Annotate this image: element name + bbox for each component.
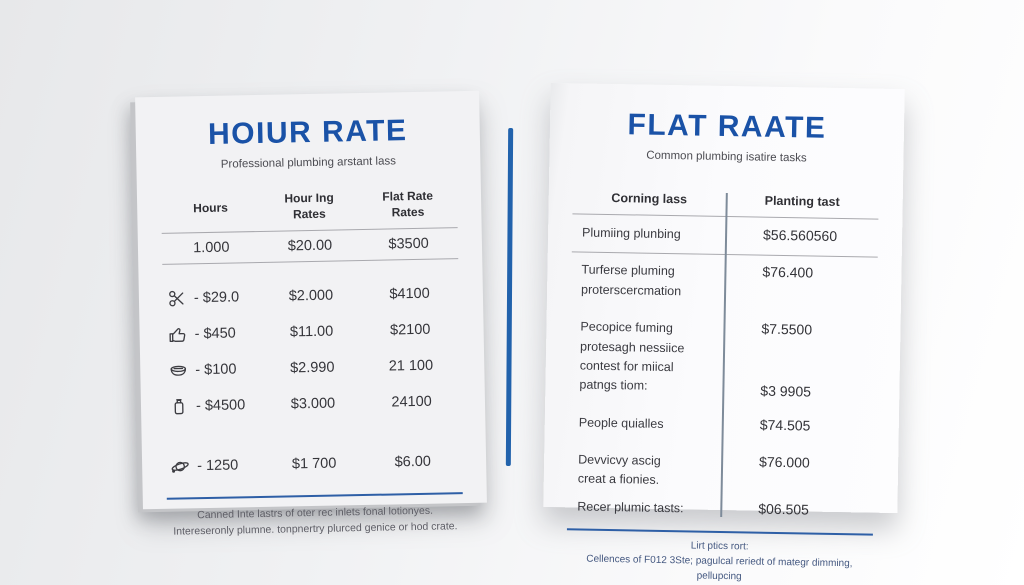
footer-line: Canned Inte lastrs of oter rec inlets fonal lotionyes. (197, 504, 434, 522)
price-value: $76.000 (759, 453, 810, 471)
flat-rate-value: $4100 (389, 285, 430, 303)
hour-rate-title: HOIUR RATE (207, 114, 408, 151)
footer-line: Lirt ptics rort: (690, 540, 749, 553)
hours-value: - $29.0 (193, 289, 240, 307)
task-label: Turferse pluming proterscercmation (581, 262, 682, 299)
flat-rate-table (567, 190, 879, 521)
hours-value: - $4500 (195, 397, 246, 415)
hour-rate-card (135, 91, 487, 538)
hourly-rate-value: $2.990 (289, 359, 335, 377)
table-row (163, 275, 460, 317)
hours-value: - $100 (195, 361, 237, 379)
flat-rate-value: $6.00 (394, 453, 432, 471)
bottle-icon (169, 397, 189, 417)
task-label: Devvicvy ascig creat a fionies. (577, 452, 661, 488)
hours-value: - 1250 (197, 457, 239, 475)
bowl-icon (168, 361, 188, 381)
thumbs-up-icon (167, 325, 187, 345)
flat-rate-value: 24100 (391, 393, 432, 411)
planet-icon (170, 457, 190, 477)
flat-rate-subtitle: Common plumbing isatire tasks (646, 149, 807, 165)
flat-rate-title: FLAT RAATE (627, 108, 827, 145)
col-header-task: Corning lass (611, 191, 688, 207)
footer-line: Cellences of F012 3Ste; pagulcal reriedt of mategr dimming, pellupcing (586, 553, 853, 583)
flat-rate-value: 21 100 (388, 357, 434, 375)
task-label: Plumiing plunbing (581, 225, 681, 242)
price-value: $3 9905 (760, 382, 812, 400)
price-value: $7.5500 (761, 320, 813, 338)
hour-rate-subtitle: Professional plumbing arstant lass (220, 155, 397, 171)
hour-rate-table (161, 188, 463, 485)
flat-rate-card (543, 83, 904, 583)
col-header-flat-rates: Flat Rate Rates (382, 188, 434, 220)
flat-rate-footer (566, 536, 873, 585)
hour-rate-footer (167, 503, 464, 540)
footer-divider (567, 528, 873, 535)
hourly-rate-value: $11.00 (289, 323, 334, 341)
flat-rate-value: $2100 (389, 321, 431, 339)
scissors-icon (167, 289, 187, 309)
price-value: $76.400 (762, 264, 814, 281)
table-row (164, 347, 461, 389)
price-value: $74.505 (759, 416, 811, 434)
task-label: People quialles (578, 415, 664, 431)
hours-value: 1.000 (193, 239, 230, 257)
footer-line: Intereseronly plumne. tonpnertry plurced genice or hod crate. (173, 520, 458, 538)
hours-value: - $450 (194, 325, 236, 343)
table-row (165, 383, 462, 425)
footer-divider (167, 492, 463, 500)
hourly-rate-value: $1 700 (291, 455, 337, 473)
table-row (166, 443, 463, 485)
flat-rate-value: $3500 (388, 235, 429, 253)
price-value: $06.505 (758, 500, 810, 518)
col-header-hours: Hours (193, 200, 228, 216)
hourly-rate-value: $20.00 (287, 237, 333, 255)
col-header-price: Planting tast (764, 193, 840, 210)
col-header-hourly-rates: Hour Ing Rates (284, 190, 334, 221)
table-row (163, 311, 460, 353)
hourly-rate-value: $3.000 (290, 395, 336, 413)
task-label: contest for miical patngs tiom: (579, 358, 674, 393)
hourly-rate-value: $2.000 (288, 287, 334, 305)
task-label: Pecopice fuming protesagh nessiice (580, 319, 685, 355)
fold-spine-line (506, 128, 513, 466)
hour-rate-table-header (161, 188, 458, 233)
task-label: Recer plumic tasts: (577, 499, 684, 516)
price-value: $56.560560 (762, 226, 838, 244)
